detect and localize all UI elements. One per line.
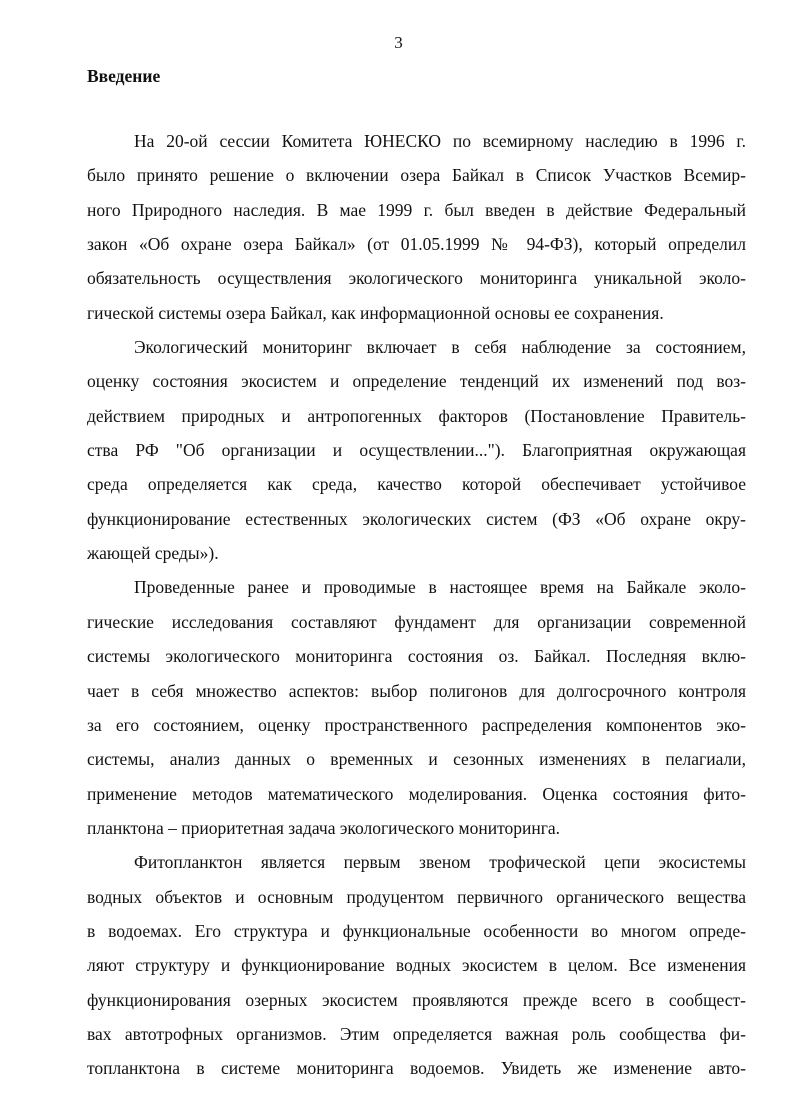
body-text xyxy=(87,124,746,1086)
text-line: ства РФ "Об организации и осуществлении..."). Благоприятная окружающая xyxy=(87,440,746,461)
text-line: гические исследования составляют фундамент для организации современной xyxy=(87,611,746,632)
text-line: ляют структуру и функционирование водных экосистем в целом. Все изменения xyxy=(87,955,746,976)
text-line: среда определяется как среда, качество которой обеспечивает устойчивое xyxy=(87,474,746,495)
text-line: На 20-ой сессии Комитета ЮНЕСКО по всемирному наследию в 1996 г. xyxy=(134,131,746,151)
text-line: планктона – приоритетная задача экологического мониторинга. xyxy=(87,817,561,838)
text-line: обязательность осуществления экологического мониторинга уникальной эколо- xyxy=(87,268,746,289)
text-line: ного Природного наследия. В мае 1999 г. был введен в действие Федеральный xyxy=(87,199,746,220)
page-number: 3 xyxy=(394,33,403,52)
text-line: вах автотрофных организмов. Этим определяется важная роль сообщества фи- xyxy=(87,1023,746,1044)
text-line: функционирования озерных экосистем проявляются прежде всего в сообщест- xyxy=(87,989,746,1010)
text-line: функционирование естественных экологических систем (ФЗ «Об охране окру- xyxy=(87,508,746,529)
text-line: применение методов математического моделирования. Оценка состояния фито- xyxy=(87,783,746,804)
text-line: системы, анализ данных о временных и сезонных изменениях в пелагиали, xyxy=(87,749,746,770)
text-line: чает в себя множество аспектов: выбор полигонов для долгосрочного контроля xyxy=(87,680,746,701)
text-line: водных объектов и основным продуцентом первичного органического вещества xyxy=(87,886,746,907)
text-line: Проведенные ранее и проводимые в настоящее время на Байкале эколо- xyxy=(134,577,746,598)
text-line: в водоемах. Его структура и функциональные особенности во многом опреде- xyxy=(87,920,746,941)
text-line: системы экологического мониторинга состояния оз. Байкал. Последняя вклю- xyxy=(87,646,746,667)
section-heading: Введение xyxy=(87,66,161,86)
text-line: действием природных и антропогенных факторов (Постановление Правитель- xyxy=(87,405,746,426)
text-line: гической системы озера Байкал, как информационной основы ее сохранения. xyxy=(87,302,664,323)
text-line: жающей среды»). xyxy=(87,543,219,564)
text-line: закон «Об охране озера Байкал» (от 01.05.1999 № 94-ФЗ), который определил xyxy=(87,234,746,255)
text-line: Экологический мониторинг включает в себя наблюдение за состоянием, xyxy=(134,337,746,358)
text-line: Фитопланктон является первым звеном трофической цепи экосистемы xyxy=(134,852,746,873)
text-line: было принято решение о включении озера Байкал в Список Участков Всемир- xyxy=(87,165,746,186)
text-line: топланктона в системе мониторинга водоемов. Увидеть же изменение авто- xyxy=(87,1058,746,1079)
text-line: за его состоянием, оценку пространственного распределения компонентов эко- xyxy=(87,714,746,735)
text-line: оценку состояния экосистем и определение тенденций их изменений под воз- xyxy=(87,371,746,392)
